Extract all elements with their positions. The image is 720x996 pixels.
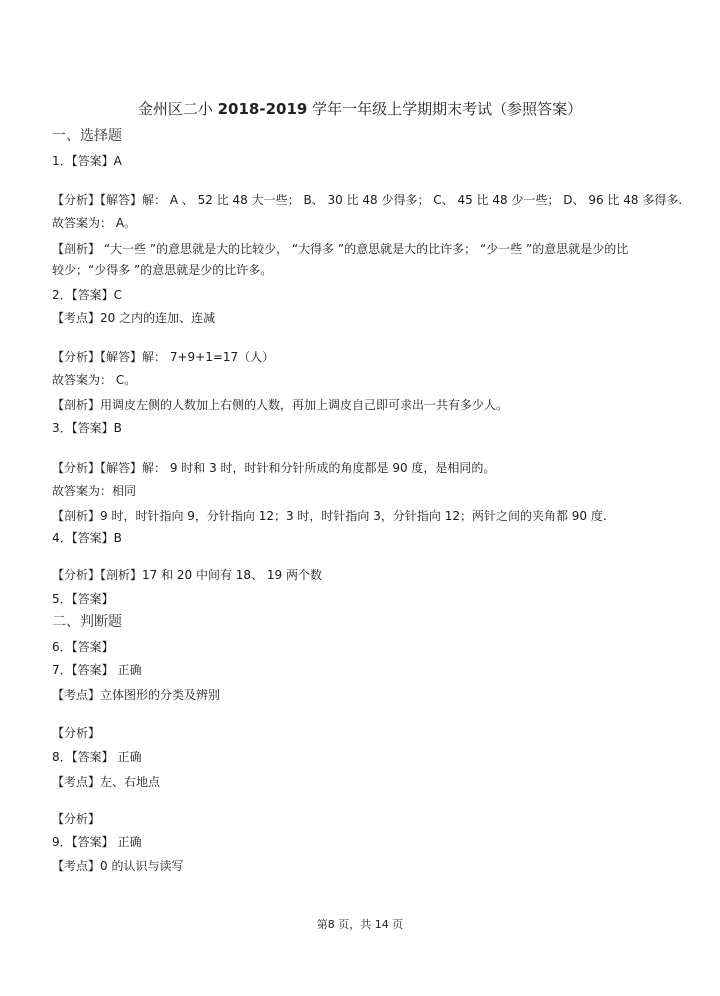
answer-line: 8．【答案】 正确 [52,750,142,764]
topic-line: 【考点】20 之内的连加、连减 [52,311,216,325]
answer-line: 3．【答案】B [52,421,122,435]
analysis-line: 【分析】【解答】解： 7+9+1=17（人） [52,350,275,364]
section-heading-judgement: 二、判断题 [52,614,122,630]
explanation-line: 【剖析】用调皮左侧的人数加上右侧的人数，再加上调皮自己即可求出一共有多少人。 [52,398,509,412]
explanation-line: 【剖析】 “大一些 ”的意思就是大的比较少， “大得多 ”的意思就是大的比许多； “少一些 ”的意思就是少的比 [52,242,629,256]
topic-line: 【考点】0 的认识与读写 [52,859,184,873]
analysis-line: 【分析】【剖析】17 和 20 中间有 18、 19 两个数 [52,568,322,582]
answer-line: 6．【答案】 [52,640,114,654]
answer-line: 1．【答案】A [52,154,122,168]
conclusion-line: 故答案为： C。 [52,373,137,387]
topic-line: 【考点】立体图形的分类及辨别 [52,688,221,702]
answer-line: 2．【答案】C [52,288,123,302]
topic-line: 【考点】左、右地点 [52,775,161,789]
explanation-line: 【剖析】9 时，时针指向 9，分针指向 12；3 时，时针指向 3，分针指向 12；两针之间的夹角都 90 度. [52,509,607,523]
title-years: 2018-2019 [217,100,308,118]
title-exam: 学年一年级上学期期末考试（参照答案） [307,100,583,118]
section-heading-choice: 一、选择题 [52,128,122,144]
page-title [0,98,720,119]
analysis-line: 【分析】【解答】解： A 、 52 比 48 大一些； B、 30 比 48 少得多； C、 45 比 48 少一些； D、 96 比 48 多得多. [52,193,683,207]
answer-line: 9．【答案】 正确 [52,835,142,849]
title-school: 金州区二小 [137,100,218,118]
analysis-line: 【分析】【解答】解： 9 时和 3 时，时针和分针所成的角度都是 90 度，是相同的。 [52,461,496,475]
answer-line: 4．【答案】B [52,531,122,545]
answer-line: 7．【答案】 正确 [52,663,142,677]
conclusion-line: 故答案为：相同 [52,484,137,498]
analysis-line: 【分析】 [52,726,101,740]
analysis-line: 【分析】 [52,812,101,826]
conclusion-line: 故答案为： A。 [52,216,137,230]
explanation-line: 较少；“少得多 ”的意思就是少的比许多。 [52,263,273,277]
page-footer: 第8 页，共 14 页 [316,918,404,931]
answer-line: 5．【答案】 [52,592,114,606]
